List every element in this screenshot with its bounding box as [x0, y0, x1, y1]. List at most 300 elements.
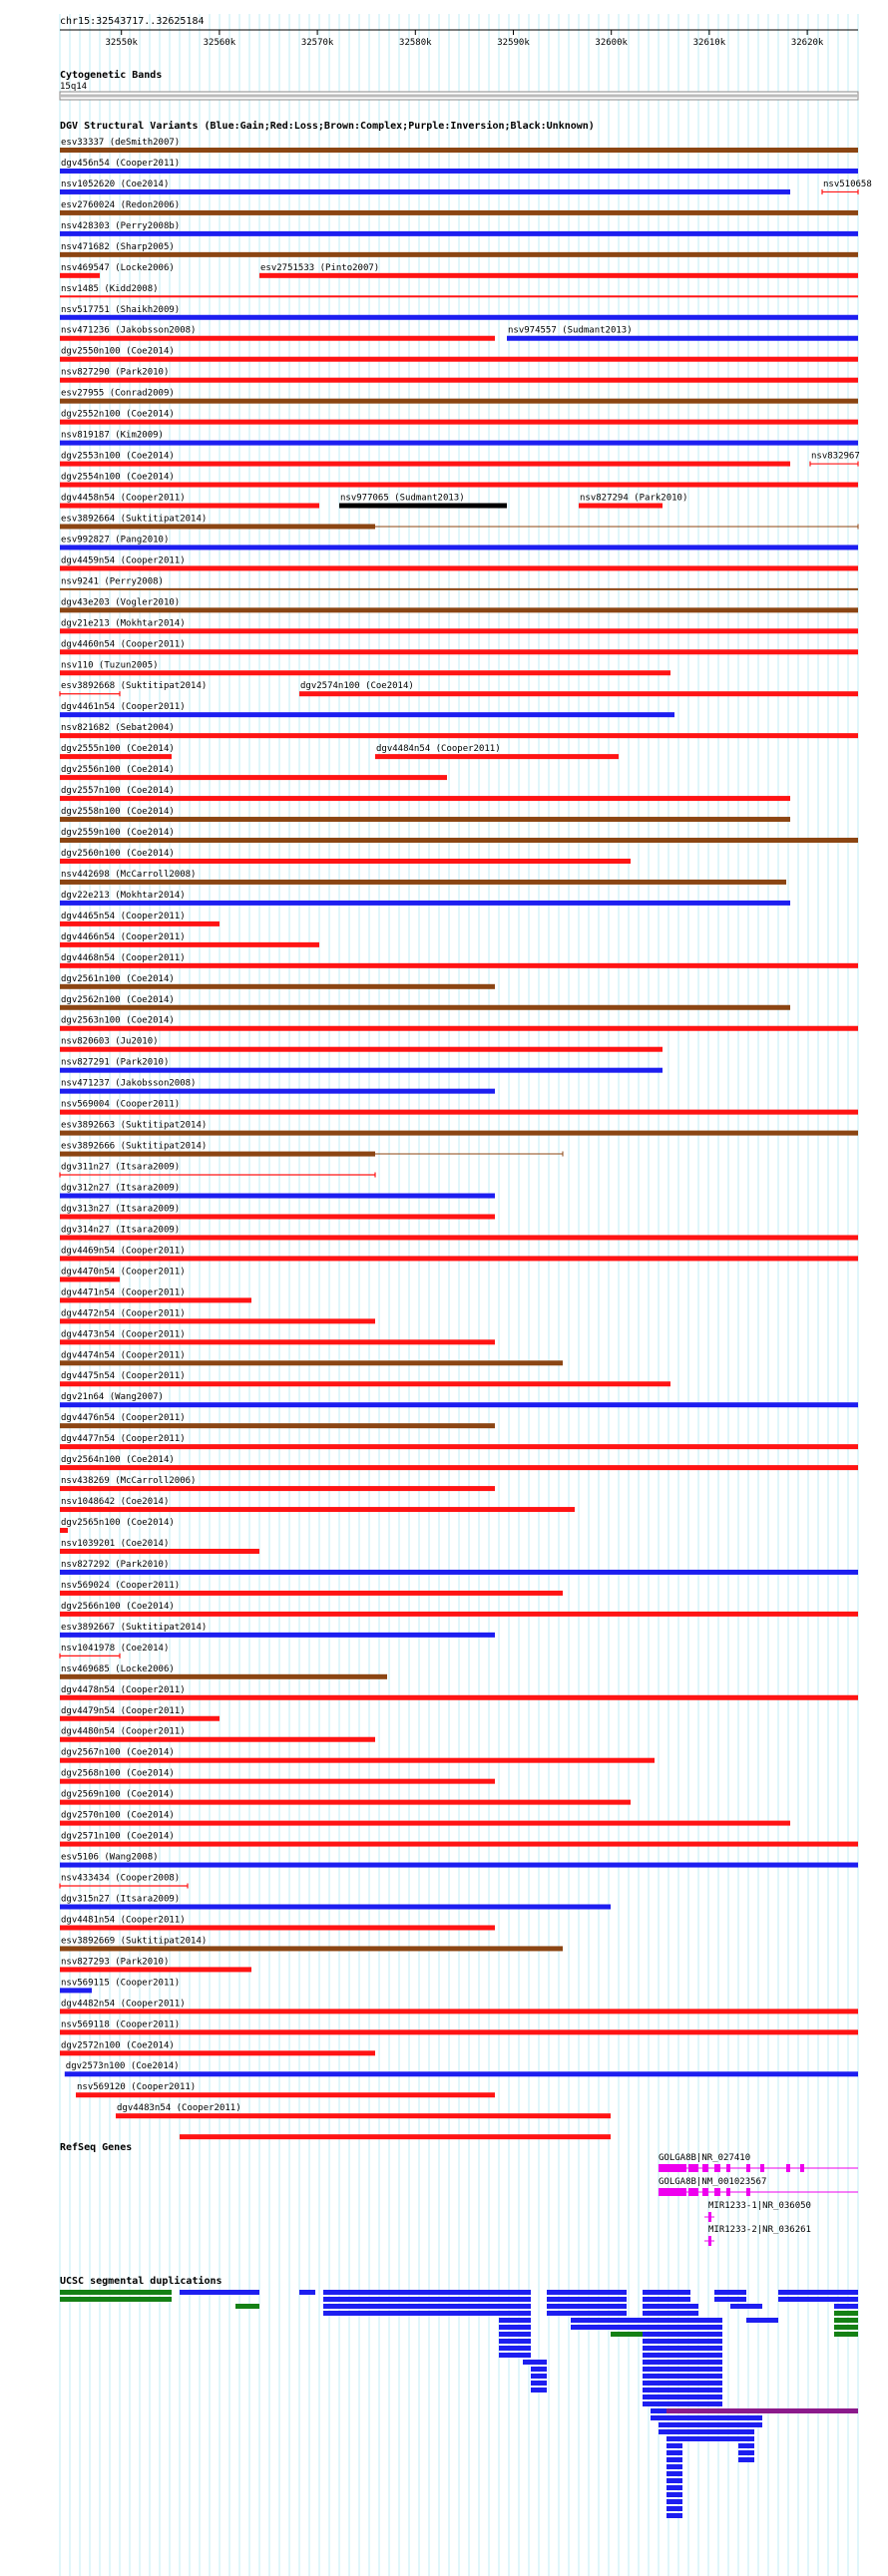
- segdup-block[interactable]: [323, 2311, 531, 2316]
- variant-bar[interactable]: [60, 921, 220, 926]
- variant-label: nsv442698 (McCarroll2008): [61, 869, 197, 880]
- segdup-block[interactable]: [531, 2388, 547, 2392]
- segdup-block[interactable]: [643, 2360, 722, 2365]
- dgv-variant[interactable]: [339, 493, 507, 508]
- dgv-variant[interactable]: [60, 1811, 790, 1826]
- dgv-variant[interactable]: [60, 995, 790, 1010]
- variant-label: dgv2555n100 (Coe2014): [61, 744, 175, 755]
- variant-bar[interactable]: [60, 1967, 251, 1972]
- variant-label: dgv4459n54 (Cooper2011): [61, 555, 186, 566]
- segdup-block[interactable]: [643, 2381, 722, 2386]
- variant-bar[interactable]: [60, 1716, 220, 1721]
- variant-label: dgv313n27 (Itsara2009): [61, 1204, 181, 1215]
- variant-bar[interactable]: [60, 984, 495, 989]
- variant-label: nsv569120 (Cooper2011): [77, 2082, 197, 2093]
- segdup-block[interactable]: [531, 2367, 547, 2372]
- gene-exon: [746, 2188, 750, 2196]
- refseq-gene[interactable]: [704, 2201, 811, 2222]
- gene-exon: [702, 2164, 708, 2172]
- segdup-block[interactable]: [323, 2297, 531, 2302]
- variant-bar[interactable]: [60, 1549, 259, 1554]
- axis-tick-label: 32580k: [399, 38, 432, 48]
- gene-exon: [726, 2164, 730, 2172]
- segdup-block[interactable]: [523, 2360, 547, 2365]
- variant-bar[interactable]: [60, 1297, 251, 1302]
- variant-bar[interactable]: [60, 838, 858, 843]
- segdup-block[interactable]: [714, 2297, 746, 2302]
- variant-bar[interactable]: [60, 775, 447, 780]
- variant-bar[interactable]: [60, 1318, 375, 1323]
- variant-bar[interactable]: [60, 1465, 858, 1470]
- segdup-block[interactable]: [834, 2318, 858, 2323]
- variant-label: esv27955 (Conrad2009): [61, 388, 175, 399]
- variant-bar[interactable]: [60, 1194, 495, 1199]
- variant-label: dgv2574n100 (Coe2014): [300, 681, 414, 692]
- dgv-variant[interactable]: [60, 1184, 495, 1199]
- variant-bar[interactable]: [60, 148, 858, 153]
- dgv-variant[interactable]: [579, 493, 687, 508]
- variant-label: dgv4465n54 (Cooper2011): [61, 911, 186, 921]
- dgv-variant[interactable]: [60, 1163, 375, 1178]
- segdup-block[interactable]: [531, 2374, 547, 2379]
- dgv-variant[interactable]: [60, 912, 220, 926]
- dgv-variant[interactable]: [60, 1915, 495, 1930]
- dgv-variant[interactable]: [60, 1267, 186, 1282]
- dgv-variant[interactable]: [60, 1308, 375, 1323]
- segdup-block[interactable]: [666, 2464, 682, 2469]
- segdup-block[interactable]: [643, 2401, 722, 2406]
- variant-label: esv3892664 (Suktitipat2014): [61, 514, 208, 525]
- dgv-variant[interactable]: [60, 702, 674, 717]
- variant-bar[interactable]: [60, 1528, 68, 1533]
- segdup-block[interactable]: [834, 2304, 858, 2309]
- segdup-block[interactable]: [666, 2499, 682, 2504]
- dgv-variant[interactable]: [60, 1644, 169, 1658]
- variant-bar[interactable]: [60, 670, 670, 675]
- variant-label: dgv4471n54 (Cooper2011): [61, 1288, 186, 1298]
- variant-label: esv33337 (deSmith2007): [61, 138, 181, 148]
- segdup-block[interactable]: [60, 2297, 172, 2302]
- variant-bar[interactable]: [299, 691, 858, 696]
- segdup-block[interactable]: [666, 2408, 858, 2413]
- variant-bar[interactable]: [60, 649, 858, 654]
- variant-bar[interactable]: [339, 503, 507, 508]
- dgv-variant[interactable]: [60, 2040, 375, 2055]
- variant-label: dgv21e213 (Mokhtar2014): [61, 618, 186, 629]
- variant-label: nsv827291 (Park2010): [61, 1057, 170, 1068]
- segdup-block[interactable]: [180, 2290, 259, 2295]
- dgv-variant[interactable]: [60, 1413, 495, 1428]
- variant-bar[interactable]: [60, 273, 100, 278]
- variant-bar[interactable]: [60, 1047, 663, 1052]
- gene-exon: [688, 2164, 698, 2172]
- segdup-block[interactable]: [738, 2443, 754, 2448]
- variant-bar[interactable]: [60, 1507, 575, 1512]
- segdup-block[interactable]: [666, 2478, 682, 2483]
- segdup-block[interactable]: [643, 2353, 722, 2358]
- dgv-variant[interactable]: [60, 263, 175, 278]
- variant-bar[interactable]: [60, 1800, 631, 1805]
- variant-bar[interactable]: [60, 169, 858, 174]
- axis-tick-label: 32620k: [790, 38, 824, 48]
- variant-label: dgv4474n54 (Cooper2011): [61, 1350, 186, 1361]
- variant-bar[interactable]: [60, 252, 858, 257]
- variant-bar[interactable]: [60, 1758, 655, 1763]
- variant-bar[interactable]: [60, 1842, 858, 1847]
- variant-bar[interactable]: [60, 1423, 495, 1428]
- segdup-block[interactable]: [666, 2471, 682, 2476]
- variant-bar[interactable]: [60, 1612, 858, 1617]
- segdup-block[interactable]: [499, 2332, 531, 2337]
- variant-bar[interactable]: [116, 2113, 611, 2118]
- variant-label: dgv4480n54 (Cooper2011): [61, 1726, 186, 1737]
- variant-bar[interactable]: [76, 2092, 495, 2097]
- gene-exon: [800, 2164, 804, 2172]
- variant-bar[interactable]: [60, 545, 858, 550]
- variant-label: nsv827290 (Park2010): [61, 367, 170, 378]
- variant-bar[interactable]: [60, 503, 319, 508]
- segdup-block[interactable]: [778, 2290, 858, 2295]
- segdup-block[interactable]: [499, 2339, 531, 2344]
- dgv-variant[interactable]: [60, 1058, 663, 1073]
- variant-bar[interactable]: [60, 796, 790, 801]
- variant-bar[interactable]: [259, 273, 858, 278]
- segdup-block[interactable]: [60, 2290, 172, 2295]
- segdup-block[interactable]: [666, 2436, 754, 2441]
- variant-label: nsv438269 (McCarroll2006): [61, 1476, 197, 1487]
- segdup-block[interactable]: [666, 2443, 682, 2448]
- variant-bar[interactable]: [60, 565, 858, 570]
- segdup-block[interactable]: [547, 2290, 627, 2295]
- variant-bar[interactable]: [60, 1214, 495, 1219]
- dgv-variant[interactable]: [60, 1769, 495, 1784]
- variant-bar[interactable]: [60, 1005, 790, 1010]
- gene-exon: [746, 2164, 750, 2172]
- variant-bar[interactable]: [60, 754, 172, 759]
- dgv-variant[interactable]: [60, 1079, 495, 1094]
- variant-bar[interactable]: [60, 607, 858, 612]
- segdup-block[interactable]: [643, 2374, 722, 2379]
- dgv-variant[interactable]: [60, 1350, 563, 1365]
- segdup-block[interactable]: [643, 2367, 722, 2372]
- variant-label: dgv4470n54 (Cooper2011): [61, 1267, 186, 1278]
- variant-bar[interactable]: [60, 1570, 858, 1575]
- variant-label: nsv827294 (Park2010): [580, 493, 688, 504]
- dgv-variant[interactable]: [60, 1790, 631, 1805]
- variant-label: dgv2550n100 (Coe2014): [61, 346, 175, 357]
- variant-label: dgv2553n100 (Coe2014): [61, 451, 175, 462]
- segdup-block[interactable]: [834, 2325, 858, 2330]
- gene-exon: [702, 2188, 708, 2196]
- dgv-variant[interactable]: [60, 1288, 251, 1302]
- segdup-block[interactable]: [571, 2325, 651, 2330]
- variant-bar[interactable]: [60, 1925, 495, 1930]
- segdup-block[interactable]: [323, 2304, 531, 2309]
- dgv-variant[interactable]: [60, 1142, 563, 1157]
- variant-bar[interactable]: [60, 1988, 92, 1993]
- dgv-variant[interactable]: [65, 2061, 858, 2076]
- dgv-variant[interactable]: [60, 1497, 575, 1512]
- variant-bar[interactable]: [60, 817, 790, 822]
- variant-bar[interactable]: [60, 733, 858, 738]
- variant-bar[interactable]: [60, 859, 631, 864]
- segdup-block[interactable]: [499, 2318, 531, 2323]
- variant-label: nsv110 (Tuzun2005): [61, 660, 159, 671]
- dgv-variant[interactable]: [60, 891, 790, 906]
- segdup-block[interactable]: [643, 2325, 722, 2330]
- variant-bar[interactable]: [60, 1110, 858, 1115]
- variant-bar[interactable]: [60, 420, 858, 425]
- segdup-block[interactable]: [643, 2339, 722, 2344]
- variant-bar[interactable]: [180, 2134, 611, 2139]
- gene-exon: [786, 2164, 790, 2172]
- dgv-variant[interactable]: [60, 1706, 220, 1721]
- dgv-variant[interactable]: [60, 849, 631, 864]
- segdup-block[interactable]: [643, 2318, 722, 2323]
- segdup-block[interactable]: [746, 2318, 778, 2323]
- variant-bar[interactable]: [60, 1360, 563, 1365]
- variant-bar[interactable]: [60, 901, 790, 906]
- dgv-variant[interactable]: [60, 870, 786, 885]
- variant-bar[interactable]: [60, 2050, 375, 2055]
- dgv-variant[interactable]: [60, 1748, 655, 1763]
- dgv-variant[interactable]: [60, 1476, 495, 1491]
- variant-bar[interactable]: [60, 1904, 611, 1909]
- variant-label: nsv974557 (Sudmant2013): [508, 325, 633, 336]
- variant-bar[interactable]: [60, 1779, 495, 1784]
- dgv-variant[interactable]: [60, 1874, 188, 1889]
- variant-bar[interactable]: [60, 1486, 495, 1491]
- segdup-block[interactable]: [651, 2415, 762, 2420]
- gene-label: GOLGA8B|NM_001023567: [659, 2177, 767, 2187]
- variant-label: dgv4483n54 (Cooper2011): [117, 2103, 241, 2114]
- variant-bar[interactable]: [60, 1256, 858, 1261]
- segdup-block[interactable]: [666, 2457, 682, 2462]
- segdup-block[interactable]: [299, 2290, 315, 2295]
- variant-bar[interactable]: [60, 1633, 495, 1638]
- dgv-variant[interactable]: [60, 807, 790, 822]
- segdup-block[interactable]: [730, 2304, 762, 2309]
- dgv-structural-variants-track[interactable]: [60, 120, 872, 2139]
- segdup-block[interactable]: [531, 2381, 547, 2386]
- segdup-block[interactable]: [643, 2388, 722, 2392]
- segdup-block[interactable]: [499, 2325, 531, 2330]
- segdup-block[interactable]: [666, 2450, 682, 2455]
- variant-label: nsv471237 (Jakobsson2008): [61, 1078, 197, 1089]
- segdup-block[interactable]: [499, 2346, 531, 2351]
- variant-bar[interactable]: [60, 524, 375, 529]
- segdup-block[interactable]: [714, 2290, 746, 2295]
- gene-label: MIR1233-2|NR_036261: [708, 2225, 811, 2235]
- variant-label: nsv517751 (Shaikh2009): [61, 304, 181, 315]
- segdup-block[interactable]: [659, 2422, 762, 2427]
- variant-label: nsv471682 (Sharp2005): [61, 241, 175, 252]
- segdup-block[interactable]: [547, 2297, 627, 2302]
- dgv-variant[interactable]: [60, 1936, 563, 1951]
- segdup-block[interactable]: [643, 2304, 698, 2309]
- variant-label: dgv2556n100 (Coe2014): [61, 765, 175, 776]
- variant-label: dgv22e213 (Mokhtar2014): [61, 890, 186, 901]
- variant-label: dgv4477n54 (Cooper2011): [61, 1434, 186, 1445]
- segdup-block[interactable]: [666, 2492, 682, 2497]
- cytoband-track-title: Cytogenetic Bands: [60, 70, 163, 81]
- variant-bar[interactable]: [60, 1235, 858, 1240]
- region-label: chr15:32543717..32625184: [60, 16, 205, 27]
- segdup-block[interactable]: [643, 2311, 698, 2316]
- segdup-block[interactable]: [323, 2290, 531, 2295]
- segdup-block[interactable]: [738, 2457, 754, 2462]
- dgv-variant[interactable]: [116, 2103, 611, 2118]
- segdup-block[interactable]: [643, 2297, 690, 2302]
- variant-bar[interactable]: [60, 483, 858, 488]
- variant-label: dgv4484n54 (Cooper2011): [376, 744, 501, 755]
- dgv-variant[interactable]: [507, 326, 858, 341]
- variant-label: nsv433434 (Cooper2008): [61, 1873, 181, 1884]
- variant-bar[interactable]: [60, 231, 858, 236]
- dgv-variant[interactable]: [60, 1623, 495, 1638]
- dgv-variant[interactable]: [60, 786, 790, 801]
- variant-bar[interactable]: [60, 1381, 670, 1386]
- segdup-block[interactable]: [659, 2429, 754, 2434]
- segdup-block[interactable]: [643, 2332, 722, 2337]
- variant-label: esv3892663 (Suktitipat2014): [61, 1120, 208, 1131]
- variant-bar[interactable]: [60, 462, 790, 467]
- segdup-block[interactable]: [834, 2332, 858, 2337]
- variant-bar[interactable]: [60, 1695, 858, 1700]
- variant-bar[interactable]: [60, 1089, 495, 1094]
- dgv-variant[interactable]: [810, 452, 860, 467]
- variant-label: dgv2569n100 (Coe2014): [61, 1789, 175, 1800]
- variant-label: nsv1041978 (Coe2014): [61, 1643, 170, 1654]
- segdup-block[interactable]: [547, 2304, 627, 2309]
- gene-exon: [659, 2164, 686, 2172]
- variant-bar[interactable]: [507, 336, 858, 341]
- segdup-block[interactable]: [738, 2450, 754, 2455]
- dgv-variant[interactable]: [375, 744, 619, 759]
- dgv-variant[interactable]: [60, 1957, 251, 1972]
- variant-label: nsv1039201 (Coe2014): [61, 1538, 170, 1549]
- variant-bar[interactable]: [60, 2029, 858, 2034]
- refseq-gene[interactable]: [704, 2225, 811, 2246]
- dgv-variant[interactable]: [60, 681, 207, 696]
- segdup-block[interactable]: [643, 2346, 722, 2351]
- dgv-variant[interactable]: [60, 974, 495, 989]
- dgv-variant[interactable]: [60, 452, 790, 467]
- dgv-variant[interactable]: [60, 1518, 175, 1533]
- variant-bar[interactable]: [60, 1821, 790, 1826]
- segdup-block[interactable]: [499, 2353, 531, 2358]
- variant-bar[interactable]: [60, 1026, 858, 1031]
- segdup-block[interactable]: [834, 2311, 858, 2316]
- segdup-block[interactable]: [643, 2394, 722, 2399]
- variant-label: dgv2563n100 (Coe2014): [61, 1015, 175, 1026]
- variant-bar[interactable]: [60, 1591, 563, 1596]
- variant-bar[interactable]: [60, 189, 790, 194]
- variant-label: dgv2552n100 (Coe2014): [61, 409, 175, 420]
- segdup-block[interactable]: [235, 2304, 259, 2309]
- variant-bar[interactable]: [579, 503, 663, 508]
- dgv-variant[interactable]: [822, 180, 872, 194]
- variant-bar[interactable]: [60, 963, 858, 968]
- variant-label: nsv469685 (Locke2006): [61, 1663, 175, 1674]
- variant-bar[interactable]: [60, 1674, 387, 1679]
- variant-bar[interactable]: [65, 2071, 858, 2076]
- dgv-variant[interactable]: [60, 1329, 495, 1344]
- dgv-variant[interactable]: [60, 1581, 563, 1596]
- variant-bar[interactable]: [60, 357, 858, 362]
- variant-bar[interactable]: [60, 315, 858, 320]
- variant-bar[interactable]: [60, 1068, 663, 1073]
- variant-label: dgv4481n54 (Cooper2011): [61, 1915, 186, 1926]
- variant-bar[interactable]: [60, 2009, 858, 2014]
- variant-bar[interactable]: [60, 1863, 858, 1868]
- variant-bar[interactable]: [60, 295, 858, 297]
- dgv-variant[interactable]: [60, 1204, 495, 1219]
- variant-bar[interactable]: [60, 1131, 858, 1136]
- variant-label: dgv2571n100 (Coe2014): [61, 1831, 175, 1842]
- variant-bar[interactable]: [60, 1277, 120, 1282]
- variant-label: dgv4473n54 (Cooper2011): [61, 1329, 186, 1340]
- variant-bar[interactable]: [60, 628, 858, 633]
- dgv-variant[interactable]: [180, 2134, 611, 2139]
- dgv-variant[interactable]: [60, 1664, 387, 1679]
- variant-label: nsv428303 (Perry2008b): [61, 220, 181, 231]
- segdup-block[interactable]: [666, 2513, 682, 2518]
- variant-label: esv5106 (Wang2008): [61, 1852, 159, 1863]
- variant-bar[interactable]: [60, 210, 858, 215]
- variant-label: nsv1052620 (Coe2014): [61, 179, 170, 189]
- variant-bar[interactable]: [60, 441, 858, 446]
- variant-label: dgv2554n100 (Coe2014): [61, 472, 175, 483]
- variant-label: nsv469547 (Locke2006): [61, 262, 175, 273]
- variant-bar[interactable]: [60, 1402, 858, 1407]
- variant-label: dgv4479n54 (Cooper2011): [61, 1705, 186, 1716]
- dgv-variant[interactable]: [60, 1037, 663, 1052]
- variant-label: dgv4478n54 (Cooper2011): [61, 1684, 186, 1695]
- variant-bar[interactable]: [60, 336, 495, 341]
- variant-bar[interactable]: [60, 1339, 495, 1344]
- variant-bar[interactable]: [60, 1152, 375, 1157]
- variant-bar[interactable]: [60, 1946, 563, 1951]
- dgv-variant[interactable]: [76, 2082, 495, 2097]
- segdup-block[interactable]: [571, 2318, 651, 2323]
- variant-bar[interactable]: [60, 588, 858, 590]
- dgv-variant[interactable]: [60, 326, 495, 341]
- variant-bar[interactable]: [60, 378, 858, 383]
- variant-bar[interactable]: [60, 880, 786, 885]
- segdup-block[interactable]: [643, 2290, 690, 2295]
- dgv-variant[interactable]: [60, 1727, 375, 1742]
- variant-bar[interactable]: [60, 1737, 375, 1742]
- variant-label: nsv1485 (Kidd2008): [61, 283, 159, 294]
- variant-bar[interactable]: [60, 399, 858, 404]
- variant-label: dgv312n27 (Itsara2009): [61, 1183, 181, 1194]
- dgv-variant[interactable]: [60, 744, 175, 759]
- variant-bar[interactable]: [60, 712, 674, 717]
- axis-tick-label: 32590k: [497, 38, 530, 48]
- segdup-block[interactable]: [666, 2506, 682, 2511]
- variant-bar[interactable]: [60, 1444, 858, 1449]
- axis-tick-label: 32550k: [105, 38, 138, 48]
- segdup-block[interactable]: [666, 2485, 682, 2490]
- segdup-block[interactable]: [778, 2297, 858, 2302]
- dgv-variant[interactable]: [60, 1894, 611, 1909]
- variant-label: dgv2559n100 (Coe2014): [61, 828, 175, 839]
- segdup-block[interactable]: [547, 2311, 627, 2316]
- variant-bar[interactable]: [60, 942, 319, 947]
- variant-label: dgv4482n54 (Cooper2011): [61, 1999, 186, 2010]
- variant-bar[interactable]: [375, 754, 619, 759]
